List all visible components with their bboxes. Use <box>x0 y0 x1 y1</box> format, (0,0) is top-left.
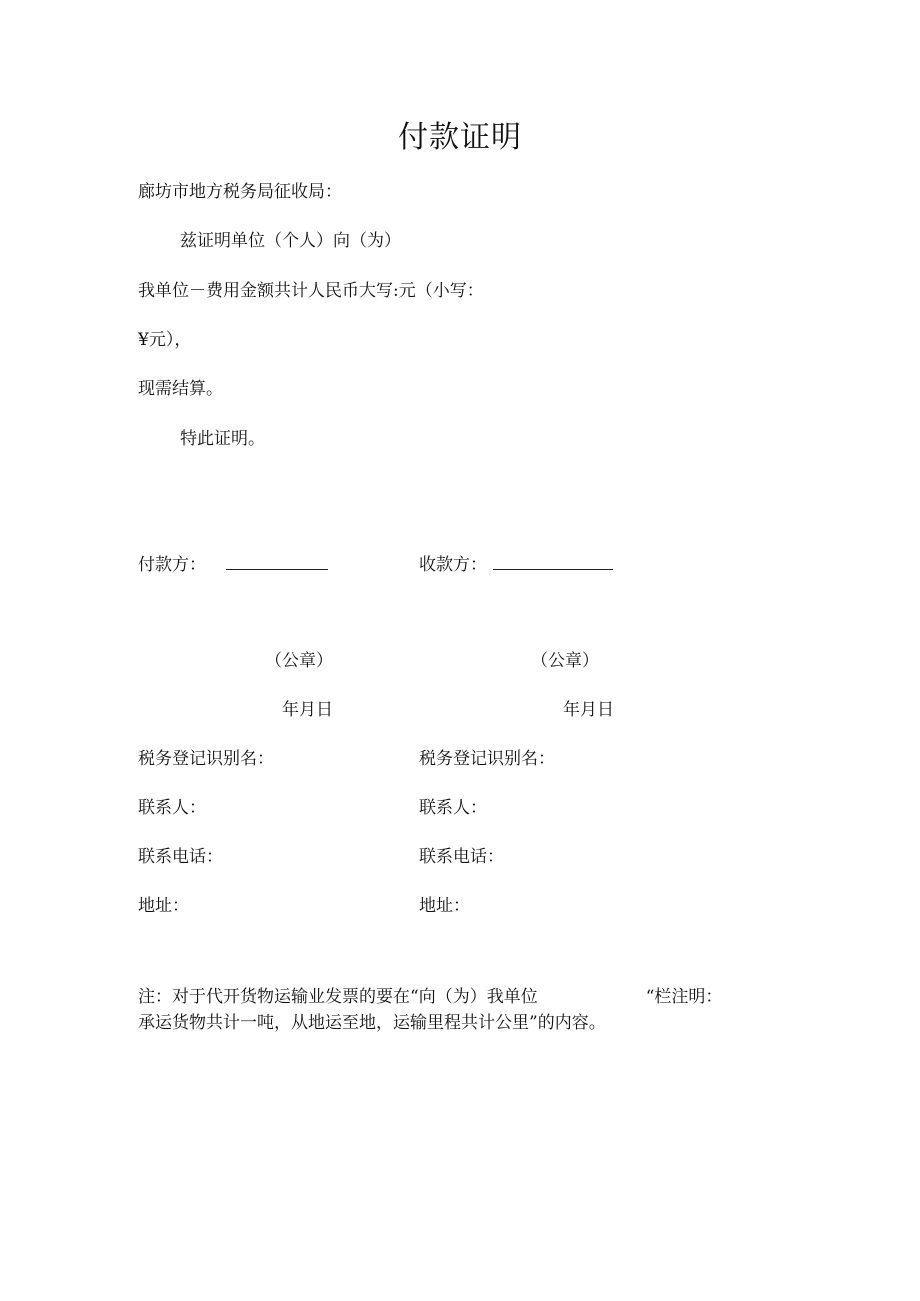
addressee: 廊坊市地方税务局征收局： <box>138 182 342 202</box>
footnote <box>138 984 778 1036</box>
payer-blank[interactable] <box>226 555 328 570</box>
closing-line: 特此证明。 <box>180 429 265 449</box>
payer-row <box>138 554 328 576</box>
footnote-line-2: 承运货物共计一吨，从地运至地，运输里程共计公里”的内容。 <box>138 1013 606 1033</box>
payer-phone-label: 联系电话： <box>138 847 223 867</box>
payer-label: 付款方： <box>138 555 206 575</box>
payee-seal: （公章） <box>531 651 599 671</box>
document-title: 付款证明 <box>398 120 522 155</box>
payer-tax-id-label: 税务登记识别名： <box>138 749 274 769</box>
payer-address-label: 地址： <box>138 896 189 916</box>
payer-contact-label: 联系人： <box>138 798 206 818</box>
footnote-line-1 <box>138 984 778 1010</box>
amount-small-line: ¥元）， <box>138 330 192 350</box>
payer-date: 年月日 <box>282 700 333 720</box>
footnote-line-1-b: “栏注明： <box>645 987 723 1007</box>
payee-blank[interactable] <box>493 555 613 570</box>
amount-line: 我单位－费用金额共计人民币大写:元（小写： <box>138 281 484 301</box>
payer-seal: （公章） <box>265 651 333 671</box>
footnote-line-1-a: 注：对于代开货物运输业发票的要在“向（为）我单位 <box>138 987 538 1007</box>
payee-contact-label: 联系人： <box>419 798 487 818</box>
payee-address-label: 地址： <box>419 896 470 916</box>
certify-line: 兹证明单位（个人）向（为） <box>180 231 401 251</box>
payee-date: 年月日 <box>563 700 614 720</box>
payee-row <box>419 554 613 576</box>
payee-tax-id-label: 税务登记识别名： <box>419 749 555 769</box>
settlement-line: 现需结算。 <box>138 379 223 399</box>
payee-phone-label: 联系电话： <box>419 847 504 867</box>
payee-label: 收款方： <box>419 555 487 575</box>
